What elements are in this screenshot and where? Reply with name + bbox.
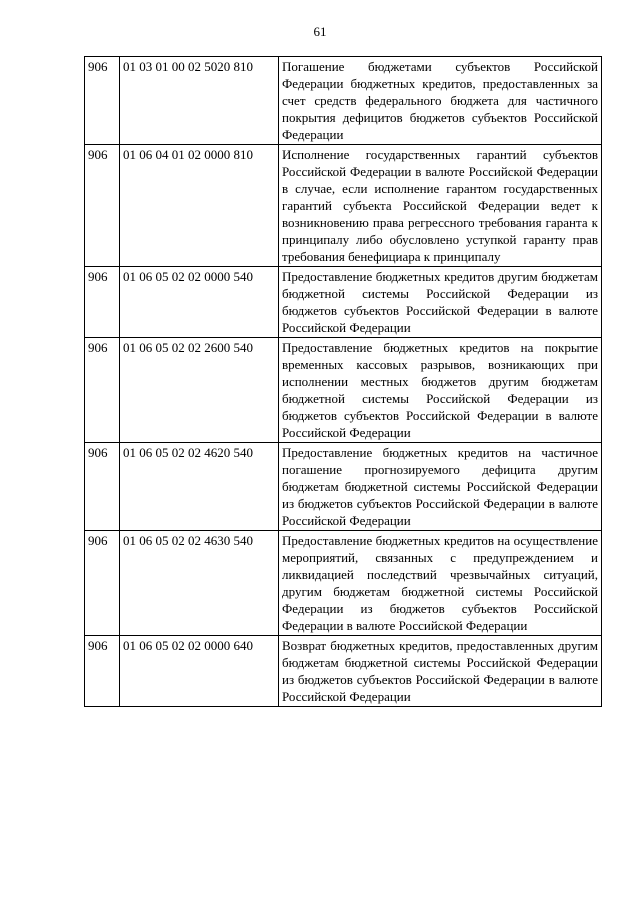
classification-code-cell: 01 06 05 02 02 2600 540 [120, 338, 279, 443]
description-cell: Погашение бюджетами субъектов Российской Федерации бюджетных кредитов, предоставленных за счет средств федерального бюджета для частичного покрытия дефицитов бюджетов субъектов Российской Федерации [279, 57, 602, 145]
admin-code-cell: 906 [85, 267, 120, 338]
classification-code-cell: 01 06 05 02 02 4620 540 [120, 443, 279, 531]
description-cell: Предоставление бюджетных кредитов другим бюджетам бюджетной системы Российской Федерации из бюджетов субъектов Российской Федерации в валюте Российской Федерации [279, 267, 602, 338]
table-row [85, 531, 602, 636]
admin-code-cell: 906 [85, 338, 120, 443]
classification-code-cell: 01 06 05 02 02 0000 540 [120, 267, 279, 338]
description-cell: Возврат бюджетных кредитов, предоставленных другим бюджетам бюджетной системы Российской Федерации из бюджетов субъектов Российской Федерации в валюте Российской Федерации [279, 636, 602, 707]
table-row [85, 443, 602, 531]
classification-code-cell: 01 06 04 01 02 0000 810 [120, 145, 279, 267]
description-cell: Предоставление бюджетных кредитов на частичное погашение прогнозируемого дефицита другим бюджетам бюджетной системы Российской Федерации из бюджетов субъектов Российской Федерации в валюте Российской Федерации [279, 443, 602, 531]
description-cell: Предоставление бюджетных кредитов на осуществление мероприятий, связанных с предупреждением и ликвидацией последствий чрезвычайных ситуаций, другим бюджетам бюджетной системы Российской Федерации из бюджетов субъектов Российской Федерации в валюте Российской Федерации [279, 531, 602, 636]
admin-code-cell: 906 [85, 145, 120, 267]
admin-code-cell: 906 [85, 636, 120, 707]
table-row [85, 267, 602, 338]
table-row [85, 636, 602, 707]
admin-code-cell: 906 [85, 57, 120, 145]
classification-code-cell: 01 06 05 02 02 0000 640 [120, 636, 279, 707]
budget-classification-table [84, 56, 602, 707]
classification-code-cell: 01 03 01 00 02 5020 810 [120, 57, 279, 145]
description-cell: Предоставление бюджетных кредитов на покрытие временных кассовых разрывов, возникающих при исполнении местных бюджетов другим бюджетам бюджетной системы Российской Федерации из бюджетов субъектов Российской Федерации в валюте Российской Федерации [279, 338, 602, 443]
admin-code-cell: 906 [85, 531, 120, 636]
table-row [85, 338, 602, 443]
table-row [85, 57, 602, 145]
table-row [85, 145, 602, 267]
description-cell: Исполнение государственных гарантий субъектов Российской Федерации в валюте Российской Федерации в случае, если исполнение гарантом государственных гарантий субъекта Российской Федерации ведет к возникновению права регрессного требования гаранта к принципалу либо обусловлено уступкой гаранту прав требования бенефициара к принципалу [279, 145, 602, 267]
admin-code-cell: 906 [85, 443, 120, 531]
classification-code-cell: 01 06 05 02 02 4630 540 [120, 531, 279, 636]
page-number: 61 [313, 24, 327, 39]
